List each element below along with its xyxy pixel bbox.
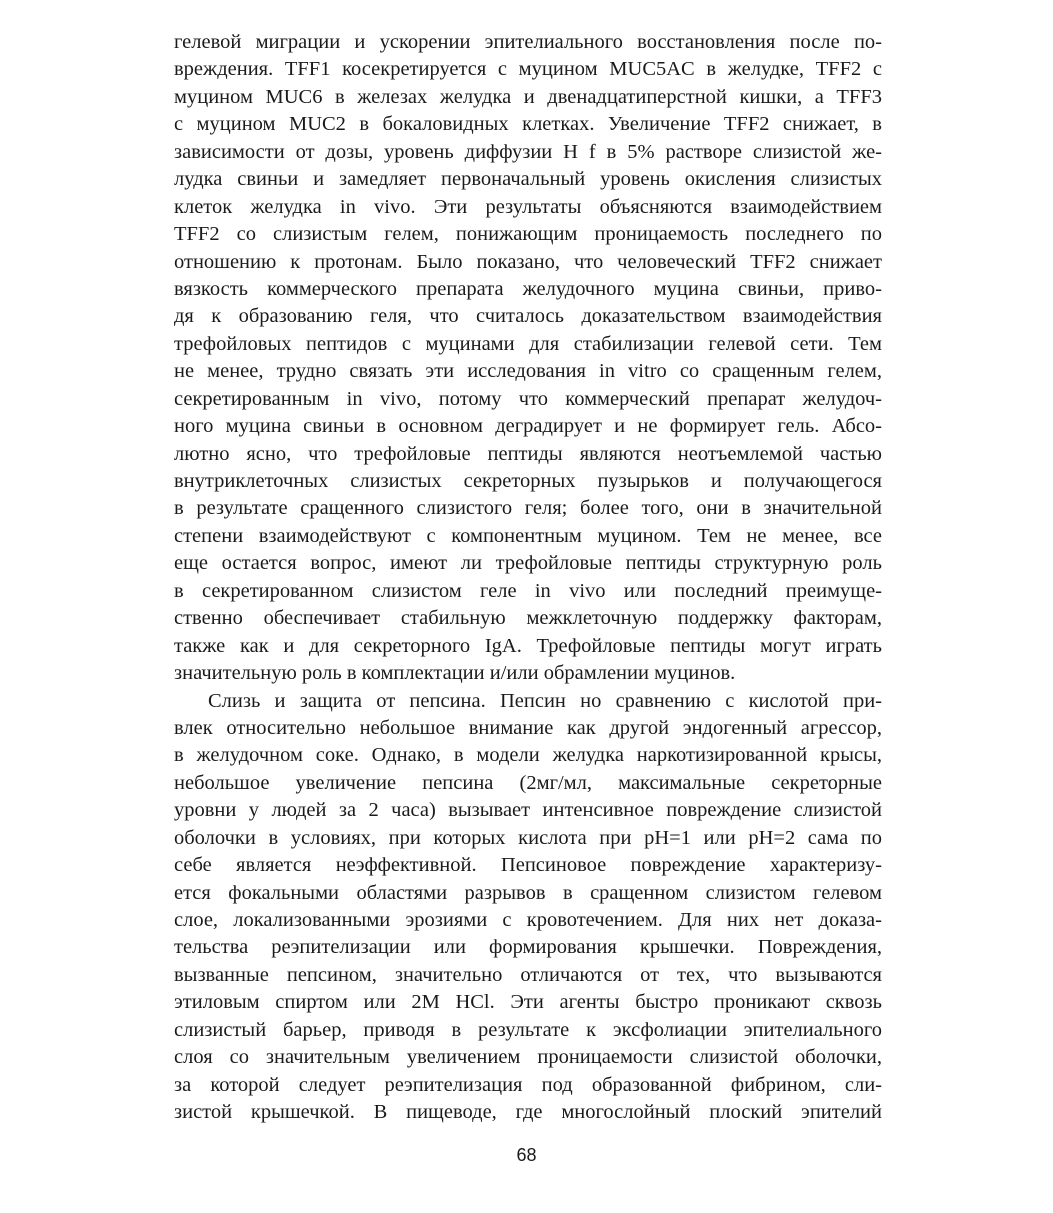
- paragraph-2: [174, 688, 882, 1127]
- text-line: дя к образованию геля, что считалось доказательством взаимодействия: [174, 305, 882, 328]
- text-line: Слизь и защита от пепсина. Пепсин но сравнению с кислотой при-: [208, 689, 882, 712]
- text-line: за которой следует реэпителизация под образованной фибрином, сли-: [174, 1073, 882, 1096]
- text-line: с муцином MUC2 в бокаловидных клетках. Увеличение TFF2 снижает, в: [174, 113, 882, 136]
- text-line: тельства реэпителизации или формирования крышечки. Повреждения,: [174, 936, 882, 959]
- text-line: клеток желудка in vivo. Эти результаты объясняются взаимодействием: [174, 195, 882, 218]
- text-line: этиловым спиртом или 2М HCl. Эти агенты быстро проникают сквозь: [174, 991, 882, 1014]
- text-line: оболочки в условиях, при которых кислота при pH=1 или pH=2 сама по: [174, 826, 882, 849]
- text-line: небольшое увеличение пепсина (2мг/мл, максимальные секреторные: [174, 771, 882, 794]
- text-line: еще остается вопрос, имеют ли трефойловые пептиды структурную роль: [174, 552, 882, 575]
- text-line: влек относительно небольшое внимание как другой эндогенный агрессор,: [174, 716, 882, 739]
- text-line: также как и для секреторного IgA. Трефойловые пептиды могут играть: [174, 634, 882, 657]
- text-line: гелевой миграции и ускорении эпителиального восстановления после по-: [174, 31, 882, 53]
- text-line: трефойловых пептидов с муцинами для стабилизации гелевой сети. Тем: [174, 332, 882, 355]
- text-line: себе является неэффективной. Пепсиновое повреждение характеризу-: [174, 854, 882, 877]
- text-line: внутриклеточных слизистых секреторных пузырьков и получающегося: [174, 470, 882, 492]
- text-line: отношению к протонам. Было показано, что человеческий TFF2 снижает: [174, 250, 882, 273]
- text-line: в секретированном слизистом геле in vivo или последний преимуще-: [174, 579, 882, 602]
- text-line: зависимости от дозы, уровень диффузии H f в 5% растворе слизистой же-: [174, 140, 882, 163]
- text-line: ется фокальными областями разрывов в сращенном слизистом гелевом: [174, 881, 882, 904]
- text-line: значительную роль в комплектации и/или обрамлении муцинов.: [174, 662, 736, 685]
- paragraph-1: [174, 29, 882, 688]
- text-line: зистой крышечкой. В пищеводе, где многослойный плоский эпителий: [174, 1101, 882, 1124]
- text-line: слизистый барьер, приводя в результате к эксфолиации эпителиального: [174, 1018, 882, 1041]
- text-line: в желудочном соке. Однако, в модели желудка наркотизированной крысы,: [174, 744, 882, 767]
- text-line: TFF2 со слизистым гелем, понижающим проницаемость последнего по: [174, 223, 882, 246]
- text-line: слое, локализованными эрозиями с кровотечением. Для них нет доказа-: [174, 909, 882, 931]
- text-line: ственно обеспечивает стабильную межклеточную поддержку факторам,: [174, 607, 882, 630]
- text-line: вызванные пепсином, значительно отличаются от тех, что вызываются: [174, 963, 882, 986]
- text-line: лудка свиньи и замедляет первоначальный уровень окисления слизистых: [174, 168, 882, 191]
- text-line: в результате сращенного слизистого геля; более того, они в значительной: [174, 497, 882, 520]
- text-line: вреждения. TFF1 косекретируется с муцином MUC5AC в желудке, TFF2 с: [174, 58, 882, 81]
- text-line: уровни у людей за 2 часа) вызывает интенсивное повреждение слизистой: [174, 799, 882, 822]
- text-line: лютно ясно, что трефойловые пептиды являются неотъемлемой частью: [174, 442, 882, 465]
- page-number: 68: [516, 1145, 537, 1165]
- text-line: ного муцина свиньи в основном деградирует и не формирует гель. Абсо-: [174, 415, 882, 438]
- text-line: муцином MUC6 в железах желудка и двенадцатиперстной кишки, а TFF3: [174, 85, 882, 108]
- text-line: не менее, трудно связать эти исследования in vitro со сращенным гелем,: [174, 360, 882, 383]
- text-line: вязкость коммерческого препарата желудочного муцина свиньи, приво-: [174, 277, 882, 300]
- text-line: слоя со значительным увеличением проницаемости слизистой оболочки,: [174, 1046, 882, 1069]
- body-text: [174, 29, 882, 1127]
- text-line: степени взаимодействуют с компонентным муцином. Тем не менее, все: [174, 524, 882, 547]
- text-line: секретированным in vivo, потому что коммерческий препарат желудоч-: [174, 387, 882, 410]
